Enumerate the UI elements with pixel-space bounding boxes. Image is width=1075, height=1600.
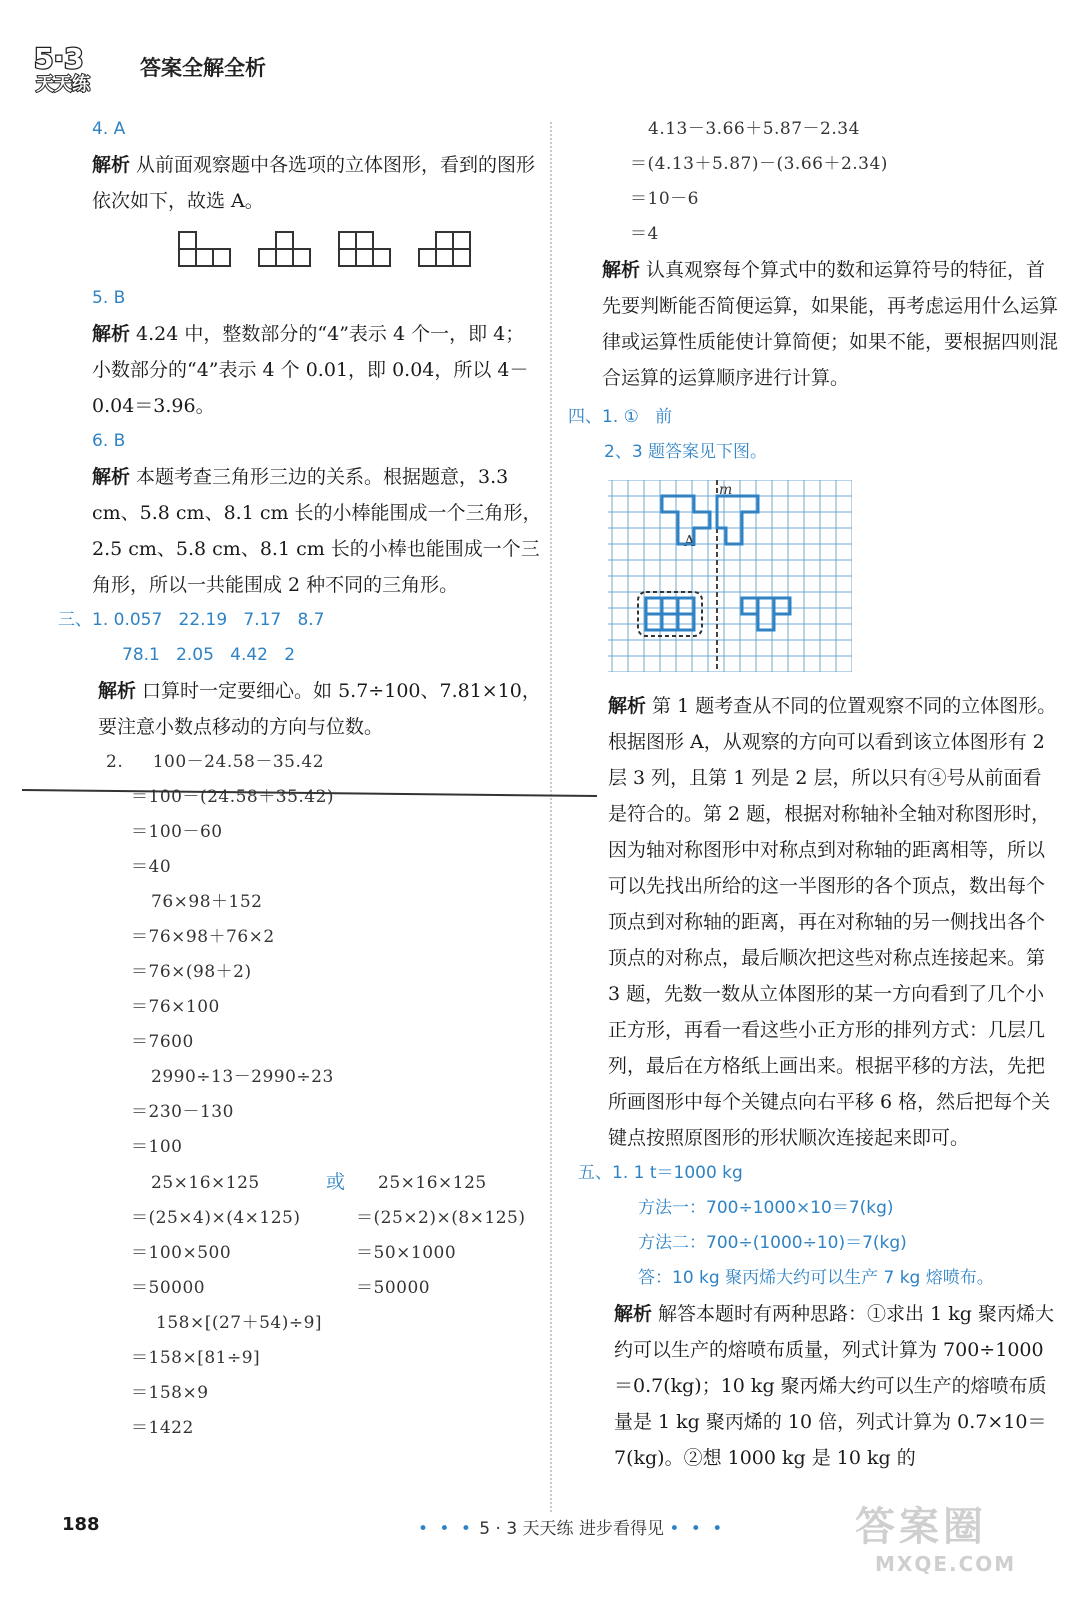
left-column bbox=[58, 112, 543, 1446]
calc-line: 2990÷13－2990÷23 bbox=[151, 1067, 334, 1087]
calc-pair-right: 25×16×125 bbox=[378, 1173, 487, 1193]
calc-pair-left: ＝100×500 bbox=[131, 1243, 232, 1263]
sec5-line1: 五、1. 1 t＝1000 kg bbox=[578, 1163, 743, 1183]
calc-line: ＝4 bbox=[630, 224, 659, 244]
translated-shape bbox=[742, 598, 790, 630]
watermark bbox=[855, 1495, 1065, 1585]
sec3-text: 口算时一定要细心。如 5.7÷100、7.81×10，要注意小数点移动的方向与位数。 bbox=[98, 680, 541, 738]
calc-line: ＝76×(98＋2) bbox=[131, 962, 252, 982]
sec4-line2: 2、3 题答案见下图。 bbox=[604, 442, 768, 462]
calc-line: ＝158×[81÷9] bbox=[131, 1348, 261, 1368]
axis-label-m: m bbox=[719, 482, 733, 498]
footer-dots-right: • • • bbox=[669, 1519, 726, 1539]
half-shape-right bbox=[717, 496, 758, 544]
calc-pair-left: 25×16×125 bbox=[151, 1173, 260, 1193]
calc-line: ＝76×98＋76×2 bbox=[131, 927, 275, 947]
sec4-line1: 四、1. ① 前 bbox=[568, 407, 673, 427]
footer-dots-left: • • • bbox=[418, 1519, 474, 1539]
view-figure-3 bbox=[338, 231, 392, 267]
sec3-tag: 解析 bbox=[98, 680, 137, 702]
exp2-tag: 解析 bbox=[608, 695, 647, 717]
calc-line: ＝76×100 bbox=[131, 997, 220, 1017]
q5-tag: 解析 bbox=[92, 323, 131, 345]
q6-explanation bbox=[92, 459, 543, 603]
calc-block-left bbox=[106, 745, 543, 1446]
sec3-explanation bbox=[98, 673, 543, 745]
calc-pair-right: ＝50000 bbox=[356, 1278, 431, 1298]
q4-answer: 4. A bbox=[92, 119, 126, 139]
calc-pair-right: ＝(25×2)×(8×125) bbox=[356, 1208, 526, 1228]
sec5-answer: 答：10 kg 聚丙烯大约可以生产 7 kg 熔喷布。 bbox=[638, 1268, 994, 1288]
q4-explanation bbox=[92, 147, 543, 219]
exp2-text: 第 1 题考查从不同的位置观察不同的立体图形。根据图形 A，从观察的方向可以看到该立体图形有 2 层 3 列，且第 1 列是 2 层，所以只有④号从前面看是符合的。第 2 题，根据对称轴补全轴对称图形时，因为轴对称图形中对称点到对称轴的距离相等，所以可以先找出所给的这一半图形的各个顶点，数出每个顶点到对称轴的距离，再在对称轴的另一侧找出各个顶点的对称点，最后顺次把这些对称点连接起来。第 3 题，先数一数从立体图形的某一方向看到了几个小正方形，再看一看这些小正方形的排列方式：几层几列，最后在方格纸上画出来。根据平移的方法，先把所画图形中每个关键点向右平移 6 格，然后把每个关键点按照原图形的形状顺次连接起来即可。 bbox=[608, 695, 1057, 1149]
calc-line: ＝1422 bbox=[131, 1418, 194, 1438]
footer-text: 5 · 3 天天练 进步看得见 bbox=[479, 1519, 664, 1539]
calc-pair-right: ＝50×1000 bbox=[356, 1243, 457, 1263]
brand-logo bbox=[30, 38, 140, 96]
calc-line: ＝7600 bbox=[131, 1032, 194, 1052]
calc-pair-line bbox=[131, 1271, 543, 1306]
exp1-text: 认真观察每个算式中的数和运算符号的特征，首先要判断能否简便运算，如果能，再考虑运用什么运算律或运算性质能使计算简便；如果不能，要根据四则混合运算的运算顺序进行计算。 bbox=[602, 259, 1059, 389]
right-explanation-3 bbox=[614, 1296, 1058, 1476]
calc-line: ＝230－130 bbox=[131, 1102, 234, 1122]
calc-line: ＝100－60 bbox=[131, 822, 223, 842]
watermark-line1: 答案圈 bbox=[855, 1504, 987, 1550]
view-figure-4 bbox=[418, 231, 472, 267]
calc-line: ＝100－(24.58＋35.42) bbox=[131, 787, 335, 807]
page-number: 188 bbox=[62, 1514, 100, 1535]
calc-pair-line bbox=[131, 1201, 543, 1236]
sec3-line1: 三、1. 0.057 22.19 7.17 8.7 bbox=[58, 610, 325, 630]
svg-text:5·3: 5·3 bbox=[34, 42, 84, 75]
column-divider bbox=[550, 122, 552, 1512]
sec3-line2: 78.1 2.05 4.42 2 bbox=[122, 645, 296, 665]
watermark-line2: MXQE.COM bbox=[875, 1552, 1017, 1576]
right-column bbox=[568, 112, 1059, 1476]
view-figure-1 bbox=[178, 231, 232, 267]
calc-line: 2. 100－24.58－35.42 bbox=[106, 752, 325, 772]
calc-line: ＝(4.13＋5.87)－(3.66＋2.34) bbox=[630, 154, 888, 174]
q4-text: 从前面观察题中各选项的立体图形，看到的图形依次如下，故选 A。 bbox=[92, 154, 536, 212]
q6-text: 本题考查三角形三边的关系。根据题意，3.3 cm、5.8 cm、8.1 cm 长的小棒能围成一个三角形，2.5 cm、5.8 cm、8.1 cm 长的小棒也能围成一个三角形，所以一共能围成 2 种不同的三角形。 bbox=[92, 466, 542, 596]
right-explanation-2 bbox=[608, 688, 1058, 1156]
exp3-tag: 解析 bbox=[614, 1303, 653, 1325]
q5-answer: 5. B bbox=[92, 288, 126, 308]
calc-line: ＝10－6 bbox=[630, 189, 699, 209]
q6-tag: 解析 bbox=[92, 466, 131, 488]
sec5-method1: 方法一：700÷1000×10＝7(kg) bbox=[638, 1198, 894, 1218]
calc-pair-or: 或 bbox=[326, 1171, 346, 1193]
calc-pair-line bbox=[131, 1236, 543, 1271]
header-title: 答案全解全析 bbox=[140, 56, 266, 80]
calc-line: ＝100 bbox=[131, 1137, 183, 1157]
calc-pair-line bbox=[151, 1165, 543, 1201]
figure-label-a: A bbox=[684, 532, 695, 550]
q5-text: 4.24 中，整数部分的“4”表示 4 个一，即 4；小数部分的“4”表示 4 个 0.01，即 0.04，所以 4－0.04＝3.96。 bbox=[92, 323, 529, 417]
calc-line: 158×[(27＋54)÷9] bbox=[156, 1313, 323, 1333]
original-shape bbox=[646, 598, 694, 630]
view-figures bbox=[178, 231, 543, 271]
q6-answer: 6. B bbox=[92, 431, 126, 451]
view-figure-2 bbox=[258, 231, 312, 267]
calc-pair-left: ＝50000 bbox=[131, 1278, 206, 1298]
sec5-method2: 方法二：700÷(1000÷10)＝7(kg) bbox=[638, 1233, 907, 1253]
calc-pair-left: ＝(25×4)×(4×125) bbox=[131, 1208, 301, 1228]
right-explanation-1 bbox=[602, 252, 1058, 396]
calc-line: ＝40 bbox=[131, 857, 172, 877]
footer-slogan bbox=[418, 1514, 725, 1539]
exp1-tag: 解析 bbox=[602, 259, 641, 281]
exp3-text: 解答本题时有两种思路：①求出 1 kg 聚丙烯大约可以生产的熔喷布质量，列式计算为 700÷1000＝0.7(kg)；10 kg 聚丙烯大约可以生产的熔喷布质量是 1 kg 聚丙烯的 10 倍，列式计算为 0.7×10＝7(kg)。②想 1000 kg 是 10 kg 的 bbox=[614, 1303, 1054, 1469]
svg-text:天天练: 天天练 bbox=[36, 74, 90, 95]
calc-line: ＝158×9 bbox=[131, 1383, 209, 1403]
calc-line: 4.13－3.66＋5.87－2.34 bbox=[648, 119, 860, 139]
q4-tag: 解析 bbox=[92, 154, 131, 176]
q5-explanation bbox=[92, 316, 543, 424]
grid-diagram bbox=[608, 480, 852, 672]
calc-line: 76×98＋152 bbox=[151, 892, 263, 912]
